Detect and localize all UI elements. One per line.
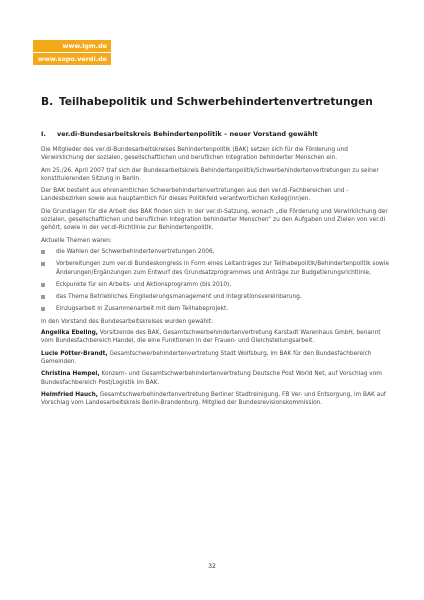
member-description: Konzern- und Gesamtschwerbehindertenvertretung Deutsche Post World Net, auf Vorschlag vom Bundesfachbereich Post/Logistik im BAK.: [41, 371, 382, 386]
board-member: [41, 329, 391, 346]
list-item-text: Einzugsarbeit in Zusammenarbeit mit dem Teilhabeprojekt.: [56, 306, 229, 313]
member-description: Gesamtschwerbehindertenvertretung Stadt Wolfsburg, im BAK für den Bundesfachbereich Gemeinden.: [41, 350, 372, 365]
list-item-text: die Wahlen der Schwerbehindertenvertretungen 2006,: [56, 248, 215, 255]
bullet-square-icon: [41, 295, 45, 299]
member-name: Christina Hempel,: [41, 371, 100, 378]
subsection-title: ver.di-Bundesarbeitskreis Behindertenpolitik – neuer Vorstand gewählt: [57, 130, 318, 138]
list-item: [41, 281, 391, 289]
page-number: 32: [208, 563, 216, 570]
list-item: [41, 260, 391, 277]
bullet-square-icon: [41, 250, 45, 254]
board-member: [41, 391, 391, 408]
list-item-text: Vorbereitungen zum ver.di Bundeskongress in Form eines Leitantrages zur Teilhabepolitik/Behindertenpolitik sowie Änderungen/Ergänzungen zum Entwurf des Grundsatzprogrammes und Anträge zur Budgetierungsrichtlinie,: [56, 261, 389, 276]
member-name: Lucie Pötter-Brandt,: [41, 350, 108, 357]
list-item-text: Eckpunkte für ein Arbeits- und Aktionsprogramm (bis 2010),: [56, 281, 232, 288]
body-text: [41, 146, 391, 411]
list-item: [41, 248, 391, 256]
bullet-square-icon: [41, 283, 45, 287]
link-sopo-verdi[interactable]: www.sopo.verdi.de: [33, 53, 111, 65]
board-member: [41, 350, 391, 367]
list-item: [41, 305, 391, 313]
list-item-text: das Thema Betriebliches Eingliederungsmanagement und Integrationsvereinbarung,: [56, 294, 302, 301]
link-igm[interactable]: www.igm.de: [33, 40, 111, 52]
member-description: Vorsitzende des BAK, Gesamtschwerbehindertenvertretung Karstadt Warenhaus GmbH, benannt vom Bundesfachbereich Handel, die eine Funktionen in der Frauen- und Gleichstellungsarbeit.: [41, 330, 381, 345]
list-item: [41, 293, 391, 301]
section-heading: [41, 96, 373, 108]
member-description: Gesamtschwerbehindertenvertretung Berliner Stadtreinigung, FB Ver- und Entsorgung, im BAK auf Vorschlag vom Landesarbeitskreis Berlin-Brandenburg. Mitglied der Bundesrevisionskommission.: [41, 391, 386, 407]
section-number: B.: [41, 96, 54, 108]
subsection-heading: [41, 130, 318, 138]
subsection-number: I.: [41, 130, 46, 138]
bullet-square-icon: [41, 307, 45, 311]
elected-intro: In den Vorstand des Bundesarbeitskreises wurden gewählt:: [41, 318, 214, 325]
topics-list: [41, 248, 391, 314]
bullet-square-icon: [41, 262, 45, 266]
paragraph: Die Grundlagen für die Arbeit des BAK finden sich in der ver.di-Satzung, wonach „die Förderung und Verwirklichung der sozialen, gesellschaftlichen und beruflichen Integration behinderter Menschen“ zu den Aufgaben und Zielen von ver.di gehört, sowie in der ver.di-Richtlinie zur Behindertenpolitik.: [41, 208, 388, 232]
section-title: Teilhabepolitik und Schwerbehindertenvertretungen: [59, 96, 373, 108]
board-member: [41, 370, 391, 387]
topics-intro: Aktuelle Themen waren:: [41, 237, 112, 244]
paragraph: Am 25./26. April 2007 traf sich der Bundesarbeitskreis Behindertenpolitik/Schwerbehindertenvertretungen zu seiner konstituierenden Sitzung in Berlin.: [41, 167, 379, 182]
member-name: Angelika Ebeling,: [41, 330, 98, 337]
paragraph: Der BAK besteht aus ehrenamtlichen Schwerbehindertenvertretungen aus den ver.di-Fachbereichen und -Landesbezirken sowie aus hauptamtlich für dieses Politikfeld verantwortlichen Kolleg(inn)en.: [41, 188, 349, 203]
member-name: Helmfried Hauch,: [41, 391, 98, 398]
link-boxes: [33, 40, 111, 66]
paragraph: Die Mitglieder des ver.di-Bundesarbeitskreises Behindertenpolitik (BAK) setzen sich für die Förderung und Verwirklichung der sozialen, gesellschaftlichen und beruflichen Integration behinderter Menschen ein.: [41, 147, 348, 162]
